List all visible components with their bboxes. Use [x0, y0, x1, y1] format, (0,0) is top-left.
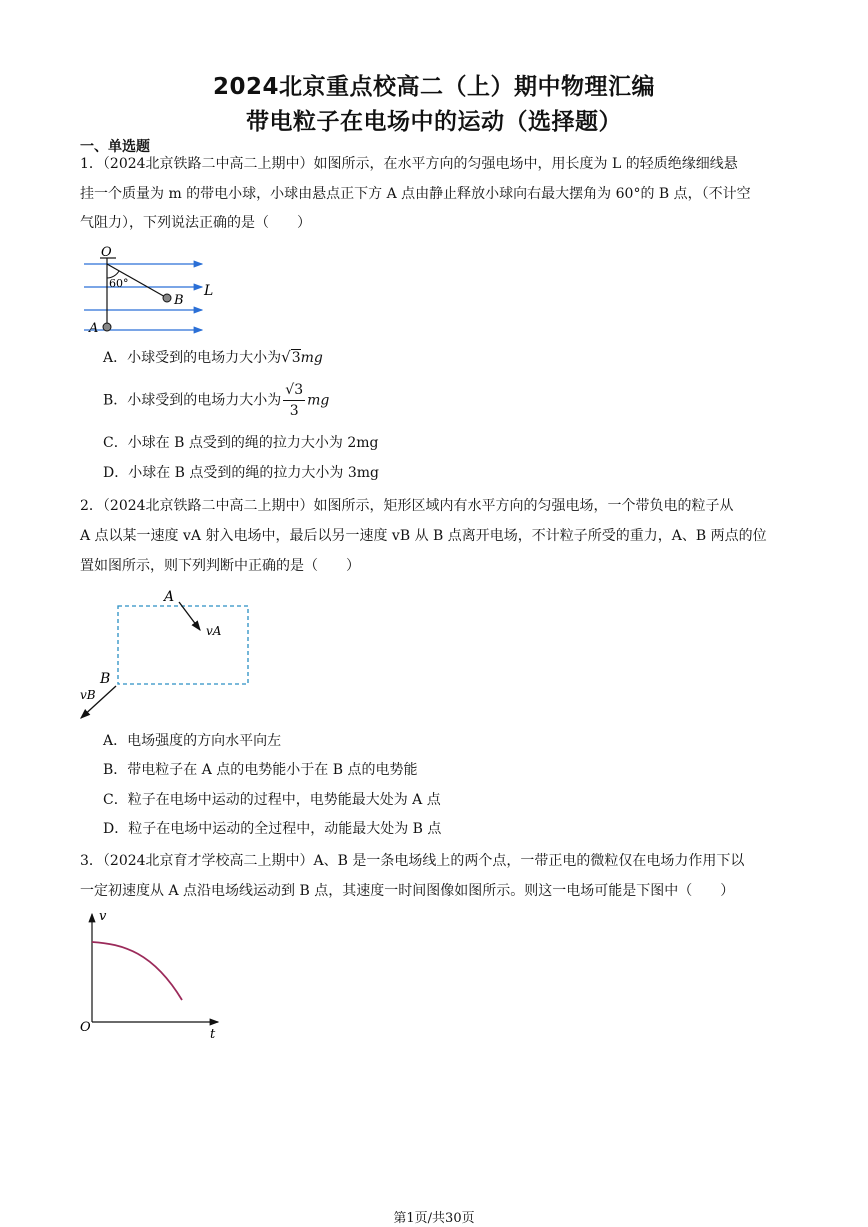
q1-label-B: B: [174, 293, 184, 308]
q2-label-vA: vA: [206, 624, 222, 638]
sqrt-symbol: √3: [281, 348, 301, 366]
q1-option-c: C．小球在 B 点受到的绳的拉力大小为 2mg: [103, 435, 379, 451]
q3-text-line1: 3．（2024北京育才学校高二上期中）A、B 是一条电场线上的两个点，一带正电的微粒仅在电场力作用下以: [80, 853, 745, 869]
page-footer: 第1页/共30页: [393, 1211, 475, 1226]
q1-text-line3: 气阻力），下列说法正确的是（ ）: [80, 215, 311, 231]
section-heading: 一、单选题: [80, 139, 150, 155]
q3-label-O: O: [80, 1020, 91, 1035]
q3-figure: [78, 908, 228, 1043]
q1-option-a: A．小球受到的电场力大小为√3mg: [103, 348, 323, 366]
q2-option-a: A．电场强度的方向水平向左: [103, 733, 282, 749]
q1-label-L: L: [204, 283, 214, 299]
q2-text-line1: 2．（2024北京铁路二中高二上期中）如图所示，矩形区域内有水平方向的匀强电场，一个带负电的粒子从: [80, 498, 734, 514]
page-title: 2024北京重点校高二（上）期中物理汇编: [212, 74, 655, 100]
q3-label-t: t: [210, 1027, 216, 1042]
q1-label-A: A: [89, 321, 99, 336]
q2-text-line3: 置如图所示，则下列判断中正确的是（ ）: [80, 558, 360, 574]
page-subtitle: 带电粒子在电场中的运动（选择题）: [246, 109, 622, 135]
q1-option-b: B．小球受到的电场力大小为 $\frac{√3}{3}$ mg: [103, 382, 330, 419]
q1-text-line2: 挂一个质量为 m 的带电小球，小球由悬点正下方 A 点由静止释放小球向右最大摆角为 60°的 B 点，（不计空: [80, 186, 751, 202]
q2-option-c: C．粒子在电场中运动的过程中，电势能最大处为 A 点: [103, 792, 441, 808]
q2-label-vB: vB: [80, 688, 96, 702]
q1-option-d: D．小球在 B 点受到的绳的拉力大小为 3mg: [103, 465, 380, 481]
q2-option-d: D．粒子在电场中运动的全过程中，动能最大处为 B 点: [103, 821, 442, 837]
q1-figure: [80, 244, 220, 336]
q1-label-O: O: [101, 245, 112, 260]
q2-figure: [78, 585, 258, 720]
fraction: $\frac{√3}{3}$: [285, 382, 304, 419]
q2-text-line2: A 点以某一速度 vA 射入电场中，最后以另一速度 vB 从 B 点离开电场，不计粒子所受的重力，A、B 两点的位: [80, 528, 767, 544]
q3-text-line2: 一定初速度从 A 点沿电场线运动到 B 点，其速度一时间图像如图所示。则这一电场可能是下图中（ ）: [80, 883, 735, 899]
q2-label-A: A: [164, 589, 175, 605]
q1-label-angle: 60°: [109, 277, 129, 290]
q1-text-line1: 1．（2024北京铁路二中高二上期中）如图所示，在水平方向的匀强电场中，用长度为 L 的轻质绝缘细线悬: [80, 156, 738, 172]
q3-label-v: v: [99, 909, 107, 924]
q2-label-B: B: [100, 671, 111, 687]
q2-option-b: B．带电粒子在 A 点的电势能小于在 B 点的电势能: [103, 762, 418, 778]
